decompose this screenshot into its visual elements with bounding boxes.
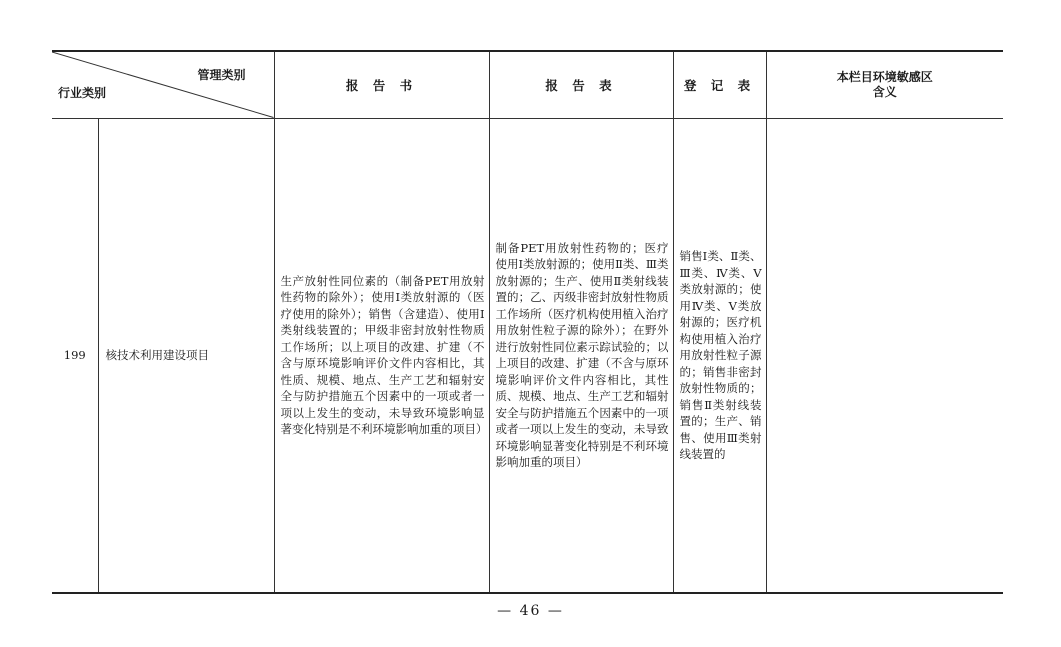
report-book-criteria: 生产放射性同位素的（制备PET用放射性药物的除外）；使用Ⅰ类放射源的（医疗使用的除外）；销售（含建造）、使用Ⅰ类射线装置的；甲级非密封放射性物质工作场所；以上项目的改建、扩建（不含与原环境影响评价文件内容相比，其性质、规模、地点、生产工艺和辐射安全与防护措施五个因素中的一项或者一项以上发生的变动，未导致环境影响显著变化特别是不利环境影响加重的项目） <box>274 118 489 592</box>
report-book-header: 报 告 书 <box>274 52 489 118</box>
sensitive-area-header-line1: 本栏目环境敏感区 <box>836 69 933 84</box>
sensitive-area-header <box>766 52 1003 118</box>
header-row <box>52 52 1003 118</box>
management-category-label: 管理类别 <box>197 68 246 82</box>
sensitive-area-definition <box>766 118 1003 592</box>
table-row <box>52 118 1003 592</box>
industry-category-label: 行业类别 <box>58 85 107 100</box>
registration-form-criteria: 销售Ⅰ类、Ⅱ类、Ⅲ类、Ⅳ类、Ⅴ类放射源的；使用Ⅳ类、Ⅴ类放射源的；医疗机构使用植入治疗用放射性粒子源的；销售非密封放射性物质的；销售Ⅱ类射线装置的；生产、销售、使用Ⅲ类射线装置的 <box>673 118 766 592</box>
report-form-criteria: 制备PET用放射性药物的；医疗使用Ⅰ类放射源的；使用Ⅱ类、Ⅲ类放射源的；生产、使用Ⅱ类射线装置的；乙、丙级非密封放射性物质工作场所（医疗机构使用植入治疗用放射性粒子源的除外）；在野外进行放射性同位素示踪试验的；以上项目的改建、扩建（不含与原环境影响评价文件内容相比，其性质、规模、地点、生产工艺和辐射安全与防护措施五个因素中的一项或者一项以上发生的变动，未导致环境影响显著变化特别是不利环境影响加重的项目） <box>489 118 673 592</box>
registration-form-header: 登 记 表 <box>673 52 766 118</box>
report-form-header: 报 告 表 <box>489 52 673 118</box>
row-number: 199 <box>52 118 98 592</box>
project-name: 核技术利用建设项目 <box>98 118 274 592</box>
diagonal-header-cell <box>52 52 274 118</box>
table <box>52 52 1003 592</box>
page-number: — 46 — <box>497 603 564 619</box>
classification-table <box>52 50 1003 594</box>
sensitive-area-header-line2: 含义 <box>872 84 897 99</box>
